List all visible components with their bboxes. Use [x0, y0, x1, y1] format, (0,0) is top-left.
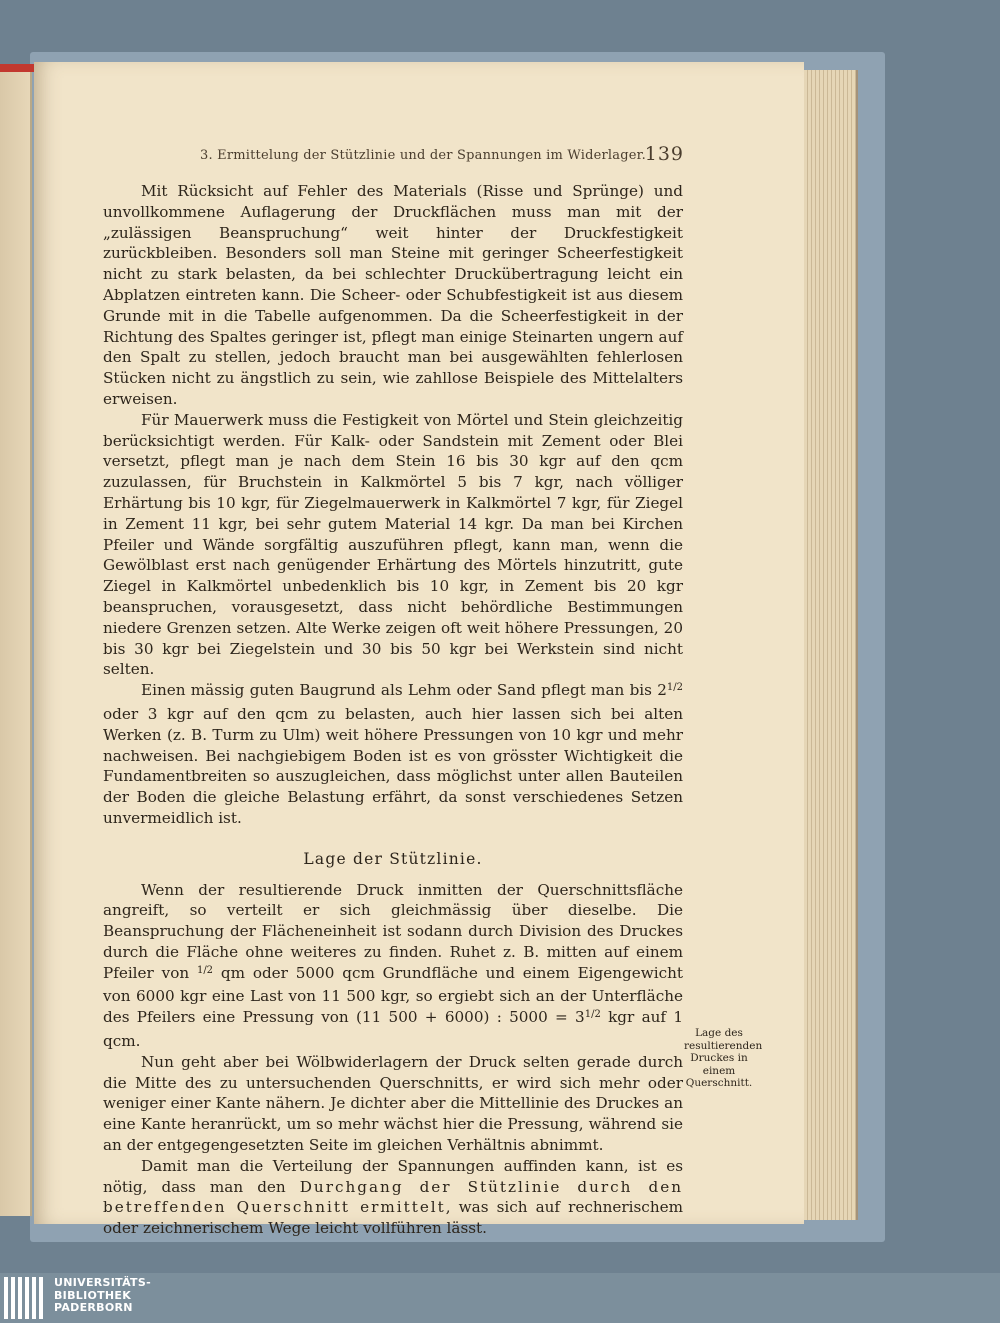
library-name-line: PADERBORN: [54, 1301, 133, 1314]
library-name: [54, 1277, 151, 1315]
paragraph-1: Mit Rücksicht auf Fehler des Materials (Risse und Sprünge) und unvollkommene Auflagerung der Druckflächen muss man mit der „zulässigen Beanspruchung“ weit hinter der Druckfestigkeit zurückbleiben. Besonders soll man Steine mit geringer Scheerfestigkeit nicht zu stark belasten, da bei schlechter Druckübertragung leicht ein Abplatzen eintreten kann. Die Scheer- oder Schubfestigkeit ist aus diesem Grunde mit in die Tabelle aufgenommen. Da die Scheerfestigkeit in der Richtung des Spaltes geringer ist, pflegt man einige Steinarten ungern auf den Spalt zu stellen, jedoch braucht man bei ausgewählten fehlerlosen Stücken nicht zu ängstlich zu sein, wie zahllose Beispiele des Mittelalters erweisen.: [103, 182, 683, 408]
paragraph-4: [103, 880, 683, 1052]
paragraph-3: [103, 680, 683, 829]
paragraph-6: [103, 1156, 683, 1239]
paragraph-5: Nun geht aber bei Wölbwiderlagern der Druck selten gerade durch die Mitte des zu untersuchenden Querschnitts, er wird sich mehr oder weniger einer Kante nähern. Je dichter aber die Mittellinie des Druckes an eine Kante heranrückt, um so mehr wächst hier die Pressung, während sie an der entgegengesetzten Seite im gleichen Verhältnis abnimmt.: [103, 1052, 683, 1155]
paragraph-4-text-b: qm oder 5000 qcm Grundfläche und einem Eigengewicht von 6000 kgr eine Last von 11 500 kgr, so ergiebt sich an der Unterfläche des Pfeilers eine Pressung von (11 500 + 6000) : 5000 = 3: [103, 963, 683, 1027]
library-footer: [0, 1273, 1000, 1323]
fraction: 1/2: [196, 964, 214, 976]
fraction: 1/2: [666, 682, 683, 694]
paragraph-3-text-a: Einen mässig guten Baugrund als Lehm oder Sand pflegt man bis 2: [141, 681, 667, 700]
paragraph-4-text-a: Wenn der resultierende Druck inmitten der Querschnittsfläche angreift, so verteilt er sich gleichmässig über dieselbe. Die Beanspruchung der Flächeneinheit ist sodann durch Division des Druckes durch die Fläche ohne weiteres zu finden. Ruhet z. B. mitten auf einem Pfeiler von: [103, 880, 683, 982]
paragraph-6-text-a: Damit man die Verteilung der Spannungen auffinden kann, ist es nötig, dass man den: [103, 1156, 683, 1196]
left-page-edge: [0, 66, 32, 1216]
library-name-line: BIBLIOTHEK: [54, 1288, 132, 1302]
paragraph-4-text-c: kgr auf 1 qcm.: [103, 1008, 683, 1051]
section-title: Lage der Stützlinie.: [303, 849, 483, 868]
emphasized-text: Durchgang der Stützlinie durch den betreffenden Querschnitt ermittelt: [103, 1177, 683, 1217]
page-stack-edges: [804, 70, 858, 1220]
margin-note: Lage des resultierenden Druckes in einem Querschnitt.: [684, 1027, 763, 1089]
paragraph-6-text-b: , was sich auf rechnerischem oder zeichnerischem Wege leicht vollführen lässt.: [103, 1198, 683, 1238]
paragraph-2: Für Mauerwerk muss die Festigkeit von Mörtel und Stein gleichzeitig berücksichtigt werden. Für Kalk- oder Sandstein mit Zement oder Blei versetzt, pflegt man je nach dem Stein 16 bis 30 kgr auf den qcm zuzulassen, für Bruchstein in Kalkmörtel 5 bis 7 kgr, nach völliger Erhärtung bis 10 kgr, für Ziegelmauerwerk in Kalkmörtel 7 kgr, für Ziegel in Zement 11 kgr, bei sehr gutem Material 14 kgr. Da man bei Kirchen Pfeiler und Wände sorgfältig auszuführen pflegt, kann man, wenn die Gewölblast erst nach genügender Erhärtung des Mörtels hinzutritt, gute Ziegel in Kalkmörtel unbedenklich bis 10 kgr, in Zement bis 20 kgr beanspruchen, vorausgesetzt, dass nicht behördliche Bestimmungen niedere Grenzen setzen. Alte Werke zeigen oft weit höhere Pressungen, 20 bis 30 kgr bei Ziegelstein und 30 bis 50 kgr bei Werkstein sind nicht selten.: [103, 410, 683, 679]
bookmark-ribbon: [0, 64, 36, 72]
library-name-line: UNIVERSITÄTS-: [54, 1276, 151, 1289]
body-text: [103, 181, 683, 1239]
page-number: 139: [644, 143, 684, 165]
fraction: 1/2: [584, 1009, 601, 1021]
paragraph-3-text-b: oder 3 kgr auf den qcm zu belasten, auch hier lassen sich bei alten Werken (z. B. Turm zu Ulm) weit höhere Pressungen von 10 kgr und mehr nachweisen. Bei nachgiebigem Boden ist es von grösster Wichtigkeit die Fundamentbreiten so auszugleichen, dass möglichst unter allen Bauteilen der Boden die gleiche Belastung erfährt, da sonst verschiedenes Setzen unvermeidlich ist.: [103, 704, 683, 827]
library-logo-icon: [4, 1277, 43, 1319]
running-title: 3. Ermittelung der Stützlinie und der Spannungen im Widerlager.: [200, 148, 646, 163]
